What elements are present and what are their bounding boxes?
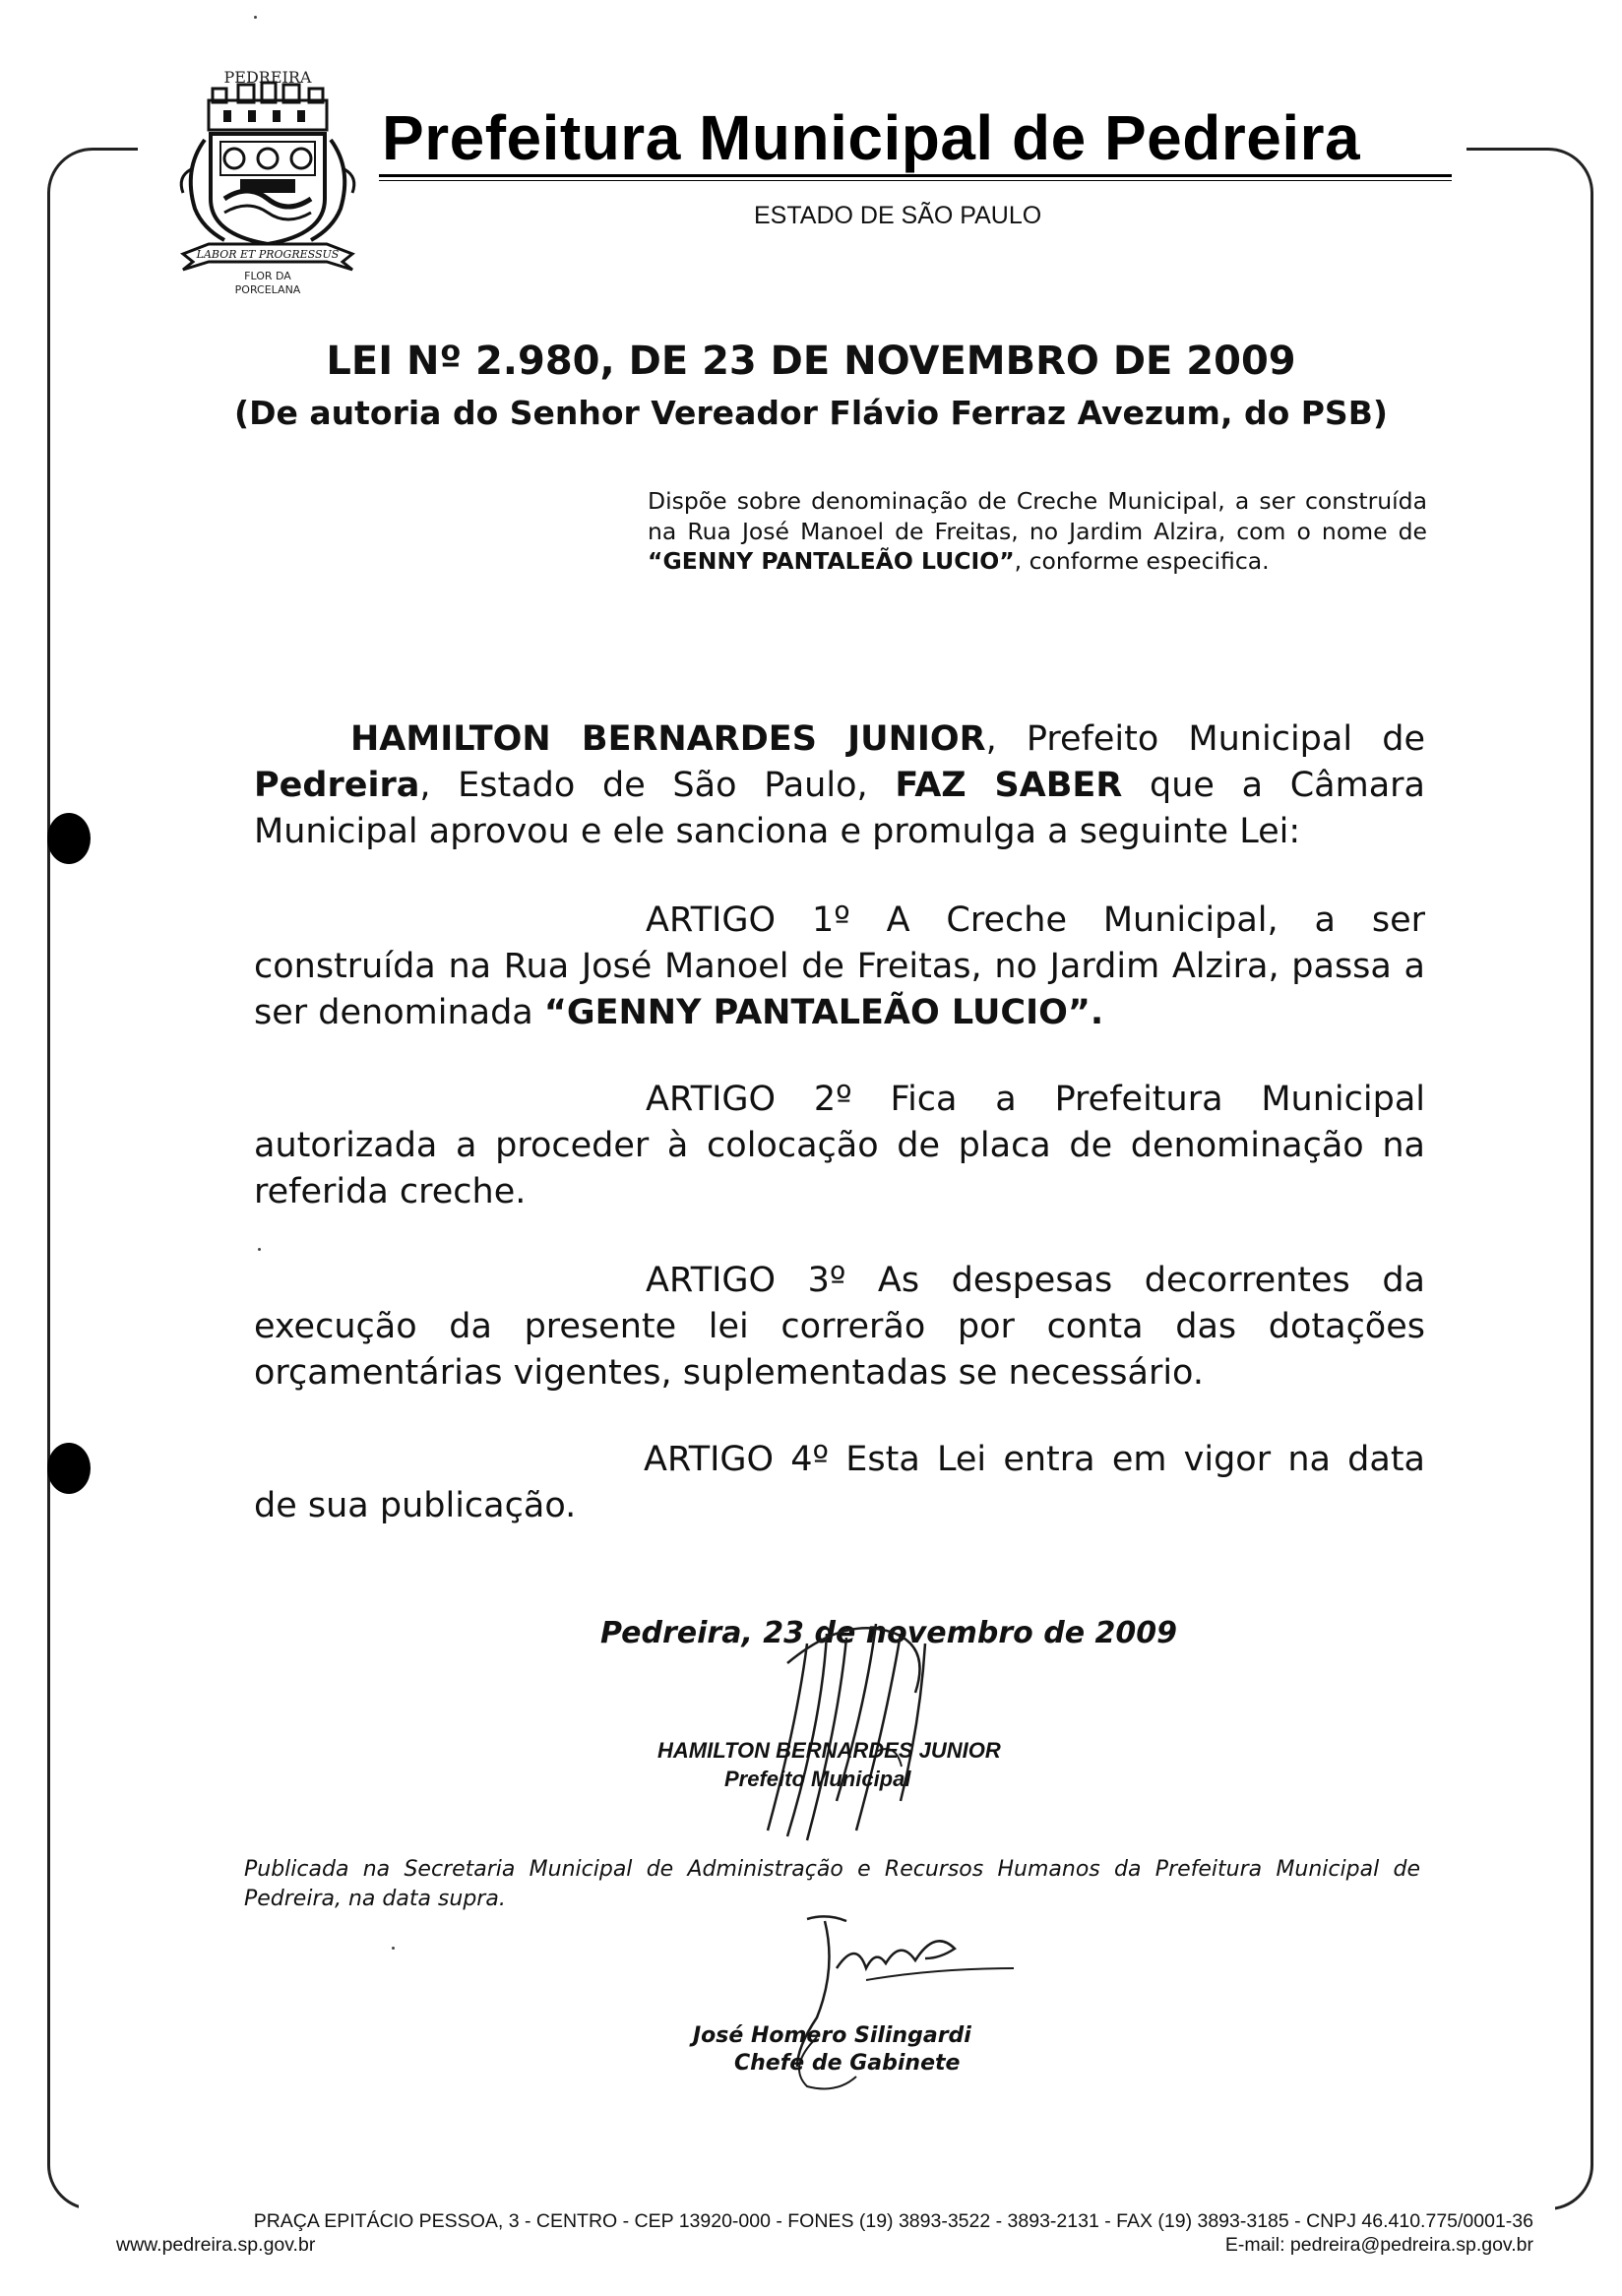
intro-text-1: , Prefeito Municipal de: [985, 719, 1425, 759]
article-2-label: ARTIGO 2º: [646, 1080, 852, 1119]
summary-text-pre: Dispõe sobre denominação de Creche Municipal, a ser construída na Rua José Manoel de Freitas, no Jardim Alzira, com o nome de: [648, 487, 1427, 545]
mayor-role: Prefeito Municipal: [724, 1767, 911, 1791]
crest-caption-line1: FLOR DA: [244, 270, 291, 282]
letterhead-rule: [379, 174, 1452, 177]
publication-note: Publicada na Secretaria Municipal de Administração e Recursos Humanos da Prefeitura Municipal de Pedreira, na data supra.: [244, 1857, 1420, 1912]
summary-text-post: , conforme especifica.: [1014, 547, 1270, 576]
crest-caption-line2: PORCELANA: [234, 283, 301, 296]
letterhead-rule-thin: [379, 180, 1452, 181]
footer-email: E-mail: pedreira@pedreira.sp.gov.br: [1224, 2234, 1533, 2256]
chief-role: Chefe de Gabinete: [734, 2051, 961, 2076]
law-title: LEI Nº 2.980, DE 23 DE NOVEMBRO DE 2009: [326, 339, 1296, 384]
footer-website: www.pedreira.sp.gov.br: [116, 2234, 316, 2256]
intro-paragraph: [254, 716, 1425, 855]
crest-ribbon-motto: LABOR ET PROGRESSUS: [196, 248, 340, 261]
intro-text-2: , Estado de São Paulo,: [419, 765, 896, 805]
article-4-label: ARTIGO 4º: [644, 1440, 830, 1479]
binder-hole-bottom: [47, 1443, 91, 1494]
law-summary: [648, 486, 1427, 577]
intro-faz-saber: FAZ SABER: [895, 765, 1123, 805]
article-1-text: A Creche Municipal, a ser construída na Rua José Manoel de Freitas, no Jardim Alzira, passa a ser denominada: [254, 900, 1425, 1032]
article-4-text: Esta Lei entra em vigor na data de sua publicação.: [254, 1440, 1425, 1525]
article-1: [254, 898, 1425, 1036]
article-1-creche-name: “GENNY PANTALEÃO LUCIO”.: [543, 992, 1104, 1032]
intro-city: Pedreira: [254, 765, 420, 805]
law-author: (De autoria do Senhor Vereador Flávio Ferraz Avezum, do PSB): [234, 394, 1388, 432]
article-3-label: ARTIGO 3º: [646, 1261, 846, 1300]
article-3-text: As despesas decorrentes da execução da presente lei correrão por conta das dotações orçamentárias vigentes, suplementadas se necessário.: [254, 1261, 1425, 1393]
intro-text-3: que a Câmara Municipal aprovou e ele sanciona e promulga a seguinte Lei:: [254, 765, 1426, 851]
article-2: [254, 1077, 1425, 1215]
article-3: [254, 1258, 1425, 1396]
scan-speck: [392, 1947, 395, 1950]
letterhead-state: ESTADO DE SÃO PAULO: [754, 202, 1042, 229]
article-1-label: ARTIGO 1º: [646, 900, 850, 940]
chief-name: José Homero Silingardi: [693, 2023, 971, 2048]
signing-date: Pedreira, 23 de novembro de 2009: [600, 1616, 1177, 1650]
crest-motto-top: PEDREIRA: [223, 68, 312, 87]
article-4: [254, 1437, 1425, 1529]
mayor-handwritten-signature: [728, 1604, 1024, 1850]
scan-speck: [254, 16, 257, 19]
article-2-text: Fica a Prefeitura Municipal autorizada a proceder à colocação de placa de denominação na referida creche.: [254, 1080, 1425, 1211]
binder-hole-top: [47, 813, 91, 864]
summary-creche-name: “GENNY PANTALEÃO LUCIO”: [648, 547, 1015, 576]
letterhead-title: Prefeitura Municipal de Pedreira: [382, 102, 1361, 173]
intro-mayor-name: HAMILTON BERNARDES JUNIOR: [350, 719, 986, 759]
scan-speck: [258, 1248, 261, 1251]
mayor-name: HAMILTON BERNARDES JUNIOR: [657, 1738, 1001, 1763]
municipal-crest-logo: [169, 61, 366, 297]
footer-address: PRAÇA EPITÁCIO PESSOA, 3 - CENTRO - CEP 13920-000 - FONES (19) 3893-3522 - 3893-2131 - FAX (19) 3893-3185 - CNPJ 46.410.775/0001-36: [253, 2210, 1533, 2232]
